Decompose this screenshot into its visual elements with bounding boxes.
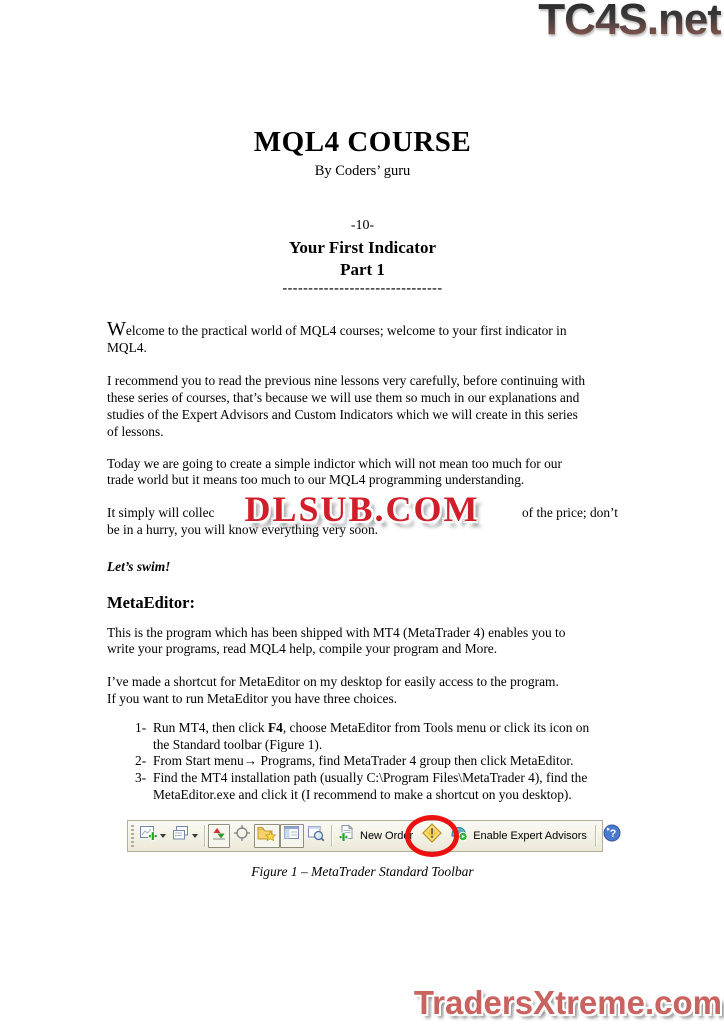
tradersxtreme-logo: TradersXtreme.com [413,984,722,1022]
lesson-part: Part 1 [340,259,385,279]
tester-button [304,824,328,848]
f4-key: F4 [267,719,283,735]
figure-caption: Figure 1 – MetaTrader Standard Toolbar [251,863,474,879]
list-item: 1- Run MT4, then click F4, choose MetaEditor from Tools menu or click its icon on the Standard toolbar (Figure 1). [135,719,590,752]
choices-list [107,720,618,804]
crosshair-button [230,824,254,848]
byline: By Coders’ guru [314,163,411,180]
toolbar-separator [595,825,596,847]
metaeditor-heading: MetaEditor: [107,592,195,612]
data-folder-button [254,824,280,848]
crosshair-icon [233,824,251,847]
red-circle-annotation [405,815,459,857]
data-folder-icon [257,824,277,847]
svg-text:?: ? [609,828,617,841]
list-item: 3- Find the MT4 installation path (usually C:\Program Files\MetaTrader 4), find the MetaEditor.exe and click it (I recommend to make a shortcut on you desktop). [135,770,588,802]
figure-toolbar-image [127,820,617,852]
new-chart-button [137,824,169,848]
profiles-icon [172,825,190,846]
paragraph-program: This is the program which has been shipped with MT4 (MetaTrader 4) enables you to write your programs, read MQL4 help, compile your program and More. [107,624,566,657]
enable-ea-label: Enable Expert Advisors [473,829,587,842]
lesson-title: Your First Indicator [288,238,436,258]
new-order-label: New Order [360,829,414,842]
paragraph-today: Today we are going to create a simple indictor which will not mean too much for our trade world but it means too much to our MQL4 programming understanding. [107,455,562,488]
toolbar-separator [331,825,332,847]
navigator-icon [283,825,301,846]
chevron-down-icon [160,834,166,838]
drop-cap: W [107,317,126,340]
new-chart-icon [140,825,158,846]
dlsub-watermark: DLSUB.COM [244,489,480,529]
document-content [107,0,618,880]
metatrader-toolbar [127,820,617,852]
divider-dashes: ------------------------------- [282,280,443,296]
tc4s-logo: TC4S.net [538,0,721,44]
market-watch-icon [211,825,227,846]
navigator-button [280,824,304,848]
toolbar-separator [204,825,205,847]
lets-swim-line: Let’s swim! [107,558,171,574]
chevron-down-icon [192,834,198,838]
paragraph-shortcut: I’ve made a shortcut for MetaEditor on my desktop for easily access to the program. If you want to run MetaEditor you have three choices. [107,674,559,706]
paragraph-collect: It simply will collec of the price; don’t be in a hurry, you will know everything very soon. [107,505,618,538]
list-item: 2- From Start menu→ Programs, find MetaTrader 4 group then click MetaEditor. [135,753,574,769]
toolbar-grip [131,825,134,847]
tester-icon [307,825,325,847]
paragraph-welcome: Welcome to the practical world of MQL4 courses; welcome to your first indicator in MQL4. [107,317,567,355]
lesson-number: -10- [350,218,375,234]
metaeditor-button [418,824,446,848]
paragraph-recommend: I recommend you to read the previous nine lessons very carefully, before continuing with these series of courses, that’s because we will use them so much in our explanations and studies of the Expert Advisors and Custom Indicators which we will create in this series of lessons. [107,373,586,439]
help-button [599,824,625,848]
new-order-icon [338,824,356,847]
enable-expert-advisors-button [446,824,592,848]
market-watch-button [208,824,230,848]
profiles-button [169,824,201,848]
course-title: MQL4 COURSE [253,126,472,158]
help-icon [602,823,622,848]
